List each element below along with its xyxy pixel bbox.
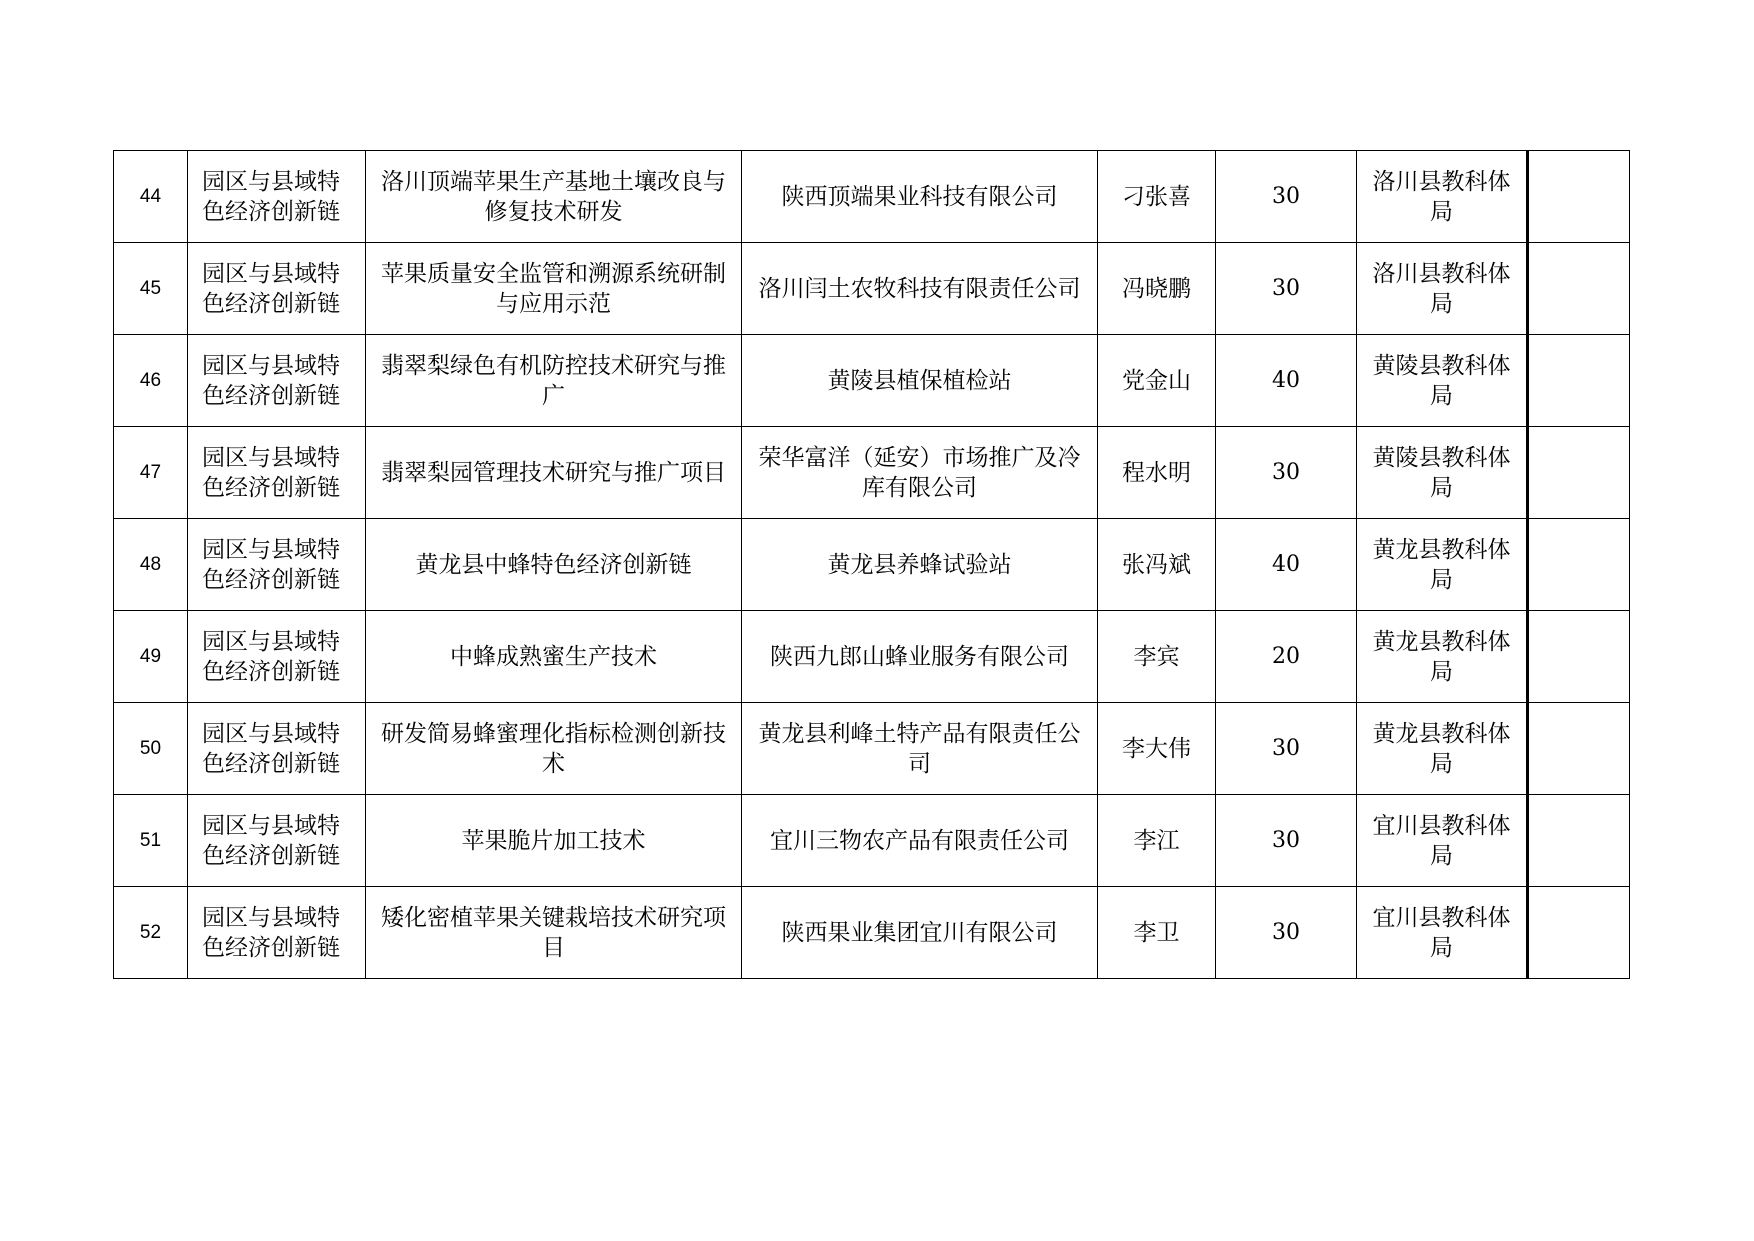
row-funds: 30 [1216, 795, 1357, 887]
row-department: 宜川县教科体局 [1357, 795, 1528, 887]
row-leader: 张冯斌 [1098, 519, 1216, 611]
row-number: 48 [114, 519, 188, 611]
row-note [1528, 151, 1630, 243]
row-unit: 陕西果业集团宜川有限公司 [742, 887, 1098, 979]
row-number: 50 [114, 703, 188, 795]
row-note [1528, 519, 1630, 611]
row-project-name: 矮化密植苹果关键栽培技术研究项目 [366, 887, 742, 979]
row-department: 洛川县教科体局 [1357, 243, 1528, 335]
project-table-body [114, 151, 1630, 979]
row-project-name: 翡翠梨园管理技术研究与推广项目 [366, 427, 742, 519]
row-leader: 程水明 [1098, 427, 1216, 519]
row-leader: 李大伟 [1098, 703, 1216, 795]
table-row [114, 611, 1630, 703]
row-note [1528, 795, 1630, 887]
row-category: 园区与县域特色经济创新链 [188, 335, 366, 427]
row-number: 51 [114, 795, 188, 887]
row-project-name: 研发简易蜂蜜理化指标检测创新技术 [366, 703, 742, 795]
table-row [114, 703, 1630, 795]
row-funds: 40 [1216, 335, 1357, 427]
row-department: 黄陵县教科体局 [1357, 335, 1528, 427]
row-unit: 宜川三物农产品有限责任公司 [742, 795, 1098, 887]
row-project-name: 黄龙县中蜂特色经济创新链 [366, 519, 742, 611]
row-number: 49 [114, 611, 188, 703]
table-row [114, 427, 1630, 519]
project-table [113, 150, 1630, 979]
row-leader: 冯晓鹏 [1098, 243, 1216, 335]
row-department: 黄龙县教科体局 [1357, 519, 1528, 611]
row-number: 44 [114, 151, 188, 243]
row-department: 黄龙县教科体局 [1357, 703, 1528, 795]
row-category: 园区与县域特色经济创新链 [188, 151, 366, 243]
row-number: 52 [114, 887, 188, 979]
row-unit: 荣华富洋（延安）市场推广及冷库有限公司 [742, 427, 1098, 519]
row-leader: 刁张喜 [1098, 151, 1216, 243]
row-category: 园区与县域特色经济创新链 [188, 243, 366, 335]
row-category: 园区与县域特色经济创新链 [188, 611, 366, 703]
row-note [1528, 887, 1630, 979]
table-row [114, 151, 1630, 243]
row-funds: 30 [1216, 427, 1357, 519]
table-row [114, 519, 1630, 611]
row-leader: 李宾 [1098, 611, 1216, 703]
table-row [114, 243, 1630, 335]
row-project-name: 洛川顶端苹果生产基地土壤改良与修复技术研发 [366, 151, 742, 243]
row-number: 46 [114, 335, 188, 427]
row-unit: 陕西九郎山蜂业服务有限公司 [742, 611, 1098, 703]
row-department: 黄陵县教科体局 [1357, 427, 1528, 519]
row-leader: 李江 [1098, 795, 1216, 887]
row-department: 洛川县教科体局 [1357, 151, 1528, 243]
row-category: 园区与县域特色经济创新链 [188, 427, 366, 519]
row-funds: 40 [1216, 519, 1357, 611]
row-note [1528, 427, 1630, 519]
row-number: 45 [114, 243, 188, 335]
row-leader: 党金山 [1098, 335, 1216, 427]
table-row [114, 335, 1630, 427]
row-project-name: 中蜂成熟蜜生产技术 [366, 611, 742, 703]
row-unit: 陕西顶端果业科技有限公司 [742, 151, 1098, 243]
row-funds: 30 [1216, 887, 1357, 979]
row-project-name: 苹果质量安全监管和溯源系统研制与应用示范 [366, 243, 742, 335]
table-row [114, 795, 1630, 887]
row-funds: 30 [1216, 243, 1357, 335]
row-unit: 黄陵县植保植检站 [742, 335, 1098, 427]
row-project-name: 苹果脆片加工技术 [366, 795, 742, 887]
row-funds: 30 [1216, 703, 1357, 795]
row-number: 47 [114, 427, 188, 519]
row-leader: 李卫 [1098, 887, 1216, 979]
row-category: 园区与县域特色经济创新链 [188, 795, 366, 887]
table-row [114, 887, 1630, 979]
row-project-name: 翡翠梨绿色有机防控技术研究与推广 [366, 335, 742, 427]
row-note [1528, 335, 1630, 427]
row-note [1528, 243, 1630, 335]
row-unit: 黄龙县养蜂试验站 [742, 519, 1098, 611]
row-category: 园区与县域特色经济创新链 [188, 703, 366, 795]
row-category: 园区与县域特色经济创新链 [188, 519, 366, 611]
row-department: 黄龙县教科体局 [1357, 611, 1528, 703]
row-department: 宜川县教科体局 [1357, 887, 1528, 979]
row-note [1528, 703, 1630, 795]
row-unit: 洛川闫土农牧科技有限责任公司 [742, 243, 1098, 335]
row-note [1528, 611, 1630, 703]
row-unit: 黄龙县利峰土特产品有限责任公司 [742, 703, 1098, 795]
row-funds: 20 [1216, 611, 1357, 703]
row-category: 园区与县域特色经济创新链 [188, 887, 366, 979]
row-funds: 30 [1216, 151, 1357, 243]
